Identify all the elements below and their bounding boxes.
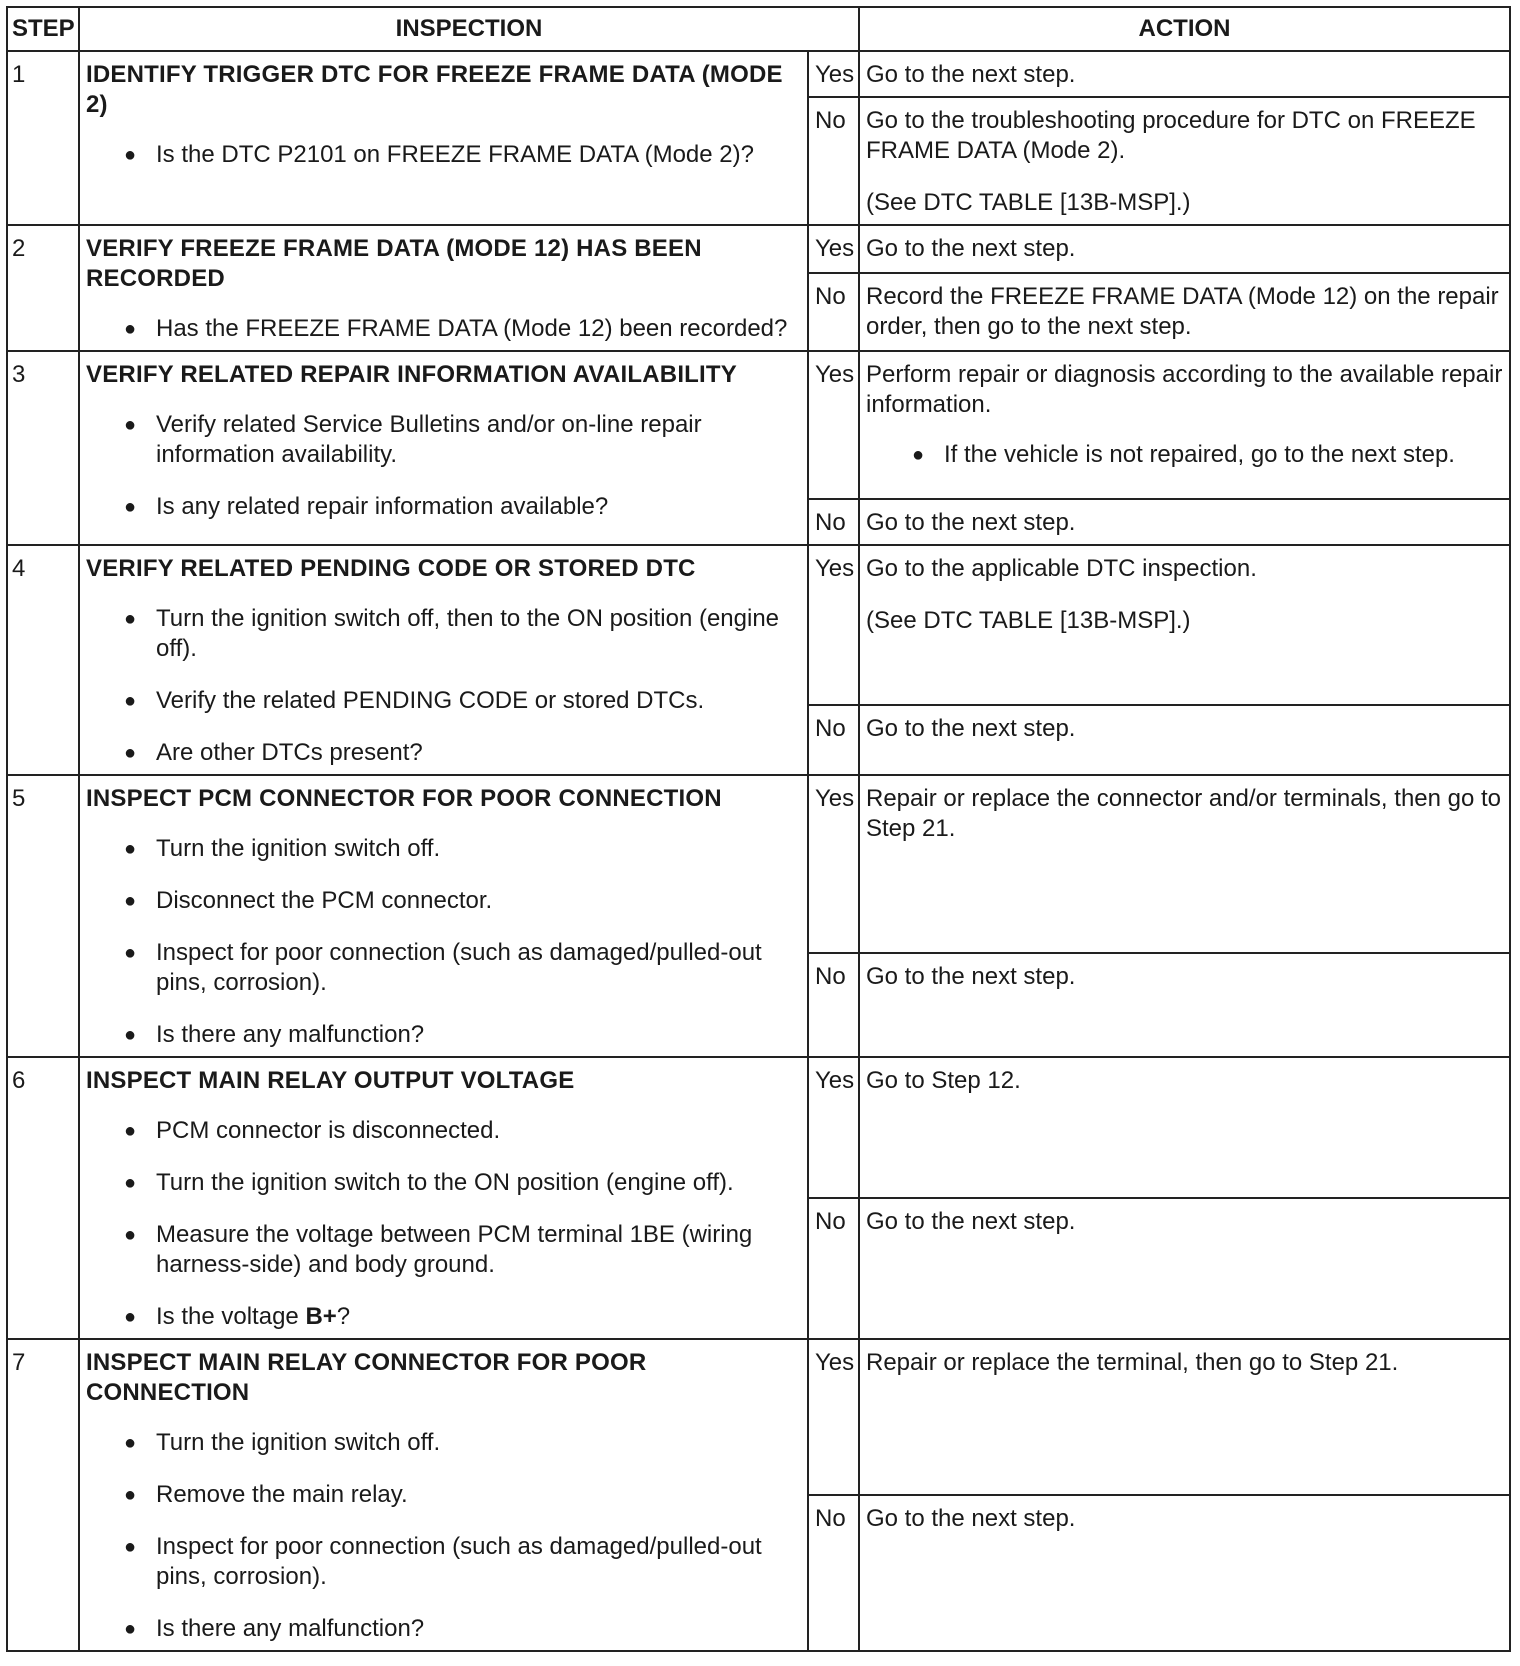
step-number: 3 [7, 351, 79, 545]
bullet-text-suffix: ? [336, 1303, 351, 1330]
action-text: Go to the next step. [866, 715, 1076, 743]
step-column-header: STEP [7, 7, 79, 51]
inspection-bullet: ● Inspect for poor connection (such as damaged/pulled-out pins, corrosion). [156, 1532, 801, 1592]
inspection-bullet: ● Are other DTCs present? [156, 738, 801, 768]
step-row-5 [7, 775, 1510, 953]
action-text: Go to the next step. [866, 235, 1076, 262]
yes-label: Yes [808, 775, 859, 953]
inspection-cell [79, 225, 808, 351]
yes-label: Yes [808, 51, 859, 97]
step-number: 4 [7, 545, 79, 775]
no-action-cell [859, 953, 1510, 1057]
diagnostic-procedure-sheet [6, 6, 1509, 1652]
action-text: Go to the applicable DTC inspection. [866, 555, 1257, 582]
inspection-bullet: ● Measure the voltage between PCM terminal 1BE (wiring harness-side) and body ground. [156, 1220, 801, 1280]
inspection-bullet: ● Turn the ignition switch off. [156, 834, 801, 864]
diagnostic-table [6, 6, 1511, 1652]
yes-action-cell [859, 1339, 1510, 1495]
inspection-bullet: ● Turn the ignition switch off. [156, 1428, 801, 1458]
step-row-2 [7, 225, 1510, 273]
no-label: No [808, 1495, 859, 1651]
step-row-1 [7, 51, 1510, 97]
step-row-3 [7, 351, 1510, 499]
no-action-cell [859, 97, 1510, 225]
yes-action-cell [859, 1057, 1510, 1198]
action-text: Repair or replace the terminal, then go to Step 21. [866, 1349, 1399, 1376]
action-column-header: ACTION [859, 7, 1510, 51]
step-number: 2 [7, 225, 79, 351]
no-label: No [808, 1198, 859, 1339]
step-number: 6 [7, 1057, 79, 1339]
inspection-bullet: ● Remove the main relay. [156, 1480, 801, 1510]
action-bullet: ● If the vehicle is not repaired, go to the next step. [944, 440, 1503, 470]
header-row [7, 7, 1510, 51]
inspection-title: INSPECT MAIN RELAY OUTPUT VOLTAGE [86, 1067, 575, 1094]
yes-label: Yes [808, 1057, 859, 1198]
inspection-title: INSPECT PCM CONNECTOR FOR POOR CONNECTION [86, 785, 722, 812]
step-row-4 [7, 545, 1510, 705]
yes-action-cell [859, 775, 1510, 953]
inspection-bullet: ● Is the DTC P2101 on FREEZE FRAME DATA (Mode 2)? [156, 140, 801, 170]
step-row-6 [7, 1057, 1510, 1198]
inspection-bullet-voltage [156, 1302, 801, 1332]
inspection-title: VERIFY RELATED PENDING CODE OR STORED DTC [86, 555, 696, 582]
yes-action-cell [859, 351, 1510, 499]
yes-action-cell [859, 225, 1510, 273]
no-label: No [808, 97, 859, 225]
step-number: 5 [7, 775, 79, 1057]
action-text: Go to the next step. [866, 962, 1076, 990]
action-bullet-list [866, 440, 1503, 470]
action-reference: (See DTC TABLE [13B-MSP].) [866, 189, 1191, 216]
inspection-cell [79, 545, 808, 775]
inspection-bullet: ● Has the FREEZE FRAME DATA (Mode 12) been recorded? [156, 314, 801, 344]
inspection-title: VERIFY FREEZE FRAME DATA (MODE 12) HAS BEEN RECORDED [86, 235, 702, 292]
inspection-title: VERIFY RELATED REPAIR INFORMATION AVAILABILITY [86, 361, 737, 388]
inspection-column-header: INSPECTION [79, 7, 859, 51]
step-number: 1 [7, 51, 79, 225]
action-text: Record the FREEZE FRAME DATA (Mode 12) on the repair order, then go to the next step. [866, 282, 1499, 340]
inspection-bullet: ● Disconnect the PCM connector. [156, 886, 801, 916]
step-number: 7 [7, 1339, 79, 1651]
step-row-7 [7, 1339, 1510, 1495]
yes-label: Yes [808, 225, 859, 273]
action-text: Go to the troubleshooting procedure for DTC on FREEZE FRAME DATA (Mode 2). [866, 107, 1476, 164]
inspection-bullet-list [86, 604, 801, 768]
action-text: Go to Step 12. [866, 1067, 1021, 1094]
action-text: Go to the next step. [866, 61, 1076, 88]
bullet-text-bold: B+ [305, 1303, 337, 1330]
no-action-cell [859, 273, 1510, 352]
inspection-cell [79, 775, 808, 1057]
inspection-bullet: ● Verify related Service Bulletins and/or on-line repair information availability. [156, 410, 801, 470]
inspection-bullet-list [86, 410, 801, 522]
inspection-bullet-list [86, 314, 801, 344]
inspection-title: INSPECT MAIN RELAY CONNECTOR FOR POOR CONNECTION [86, 1349, 647, 1406]
inspection-title: IDENTIFY TRIGGER DTC FOR FREEZE FRAME DATA (MODE 2) [86, 61, 783, 118]
yes-label: Yes [808, 545, 859, 705]
no-label: No [808, 273, 859, 352]
action-text: Go to the next step. [866, 509, 1076, 536]
no-label: No [808, 705, 859, 775]
inspection-cell [79, 1057, 808, 1339]
inspection-bullet-list [86, 1116, 801, 1332]
no-action-cell [859, 1495, 1510, 1651]
action-text: Perform repair or diagnosis according to the available repair information. [866, 361, 1503, 418]
yes-label: Yes [808, 1339, 859, 1495]
inspection-cell [79, 51, 808, 225]
yes-action-cell [859, 545, 1510, 705]
inspection-bullet: ● PCM connector is disconnected. [156, 1116, 801, 1146]
action-text: Go to the next step. [866, 1208, 1076, 1235]
action-text: Go to the next step. [866, 1505, 1076, 1532]
inspection-bullet-list [86, 1428, 801, 1644]
bullet-text-prefix: Is the voltage [156, 1303, 306, 1330]
inspection-bullet-list [86, 140, 801, 170]
inspection-bullet: ● Turn the ignition switch to the ON position (engine off). [156, 1168, 801, 1198]
action-reference: (See DTC TABLE [13B-MSP].) [866, 607, 1191, 634]
action-text: Repair or replace the connector and/or terminals, then go to Step 21. [866, 785, 1502, 842]
inspection-bullet: ● Is any related repair information available? [156, 492, 801, 522]
inspection-bullet-list [86, 834, 801, 1050]
inspection-cell [79, 351, 808, 545]
inspection-bullet: ● Verify the related PENDING CODE or stored DTCs. [156, 686, 801, 716]
no-label: No [808, 499, 859, 545]
inspection-bullet: ● Is there any malfunction? [156, 1614, 801, 1644]
inspection-bullet: ● Turn the ignition switch off, then to the ON position (engine off). [156, 604, 801, 664]
inspection-bullet: ● Inspect for poor connection (such as damaged/pulled-out pins, corrosion). [156, 938, 801, 998]
no-action-cell [859, 499, 1510, 545]
no-label: No [808, 953, 859, 1057]
inspection-bullet: ● Is there any malfunction? [156, 1020, 801, 1050]
yes-label: Yes [808, 351, 859, 499]
no-action-cell [859, 1198, 1510, 1339]
inspection-cell [79, 1339, 808, 1651]
no-action-cell [859, 705, 1510, 775]
yes-action-cell [859, 51, 1510, 97]
